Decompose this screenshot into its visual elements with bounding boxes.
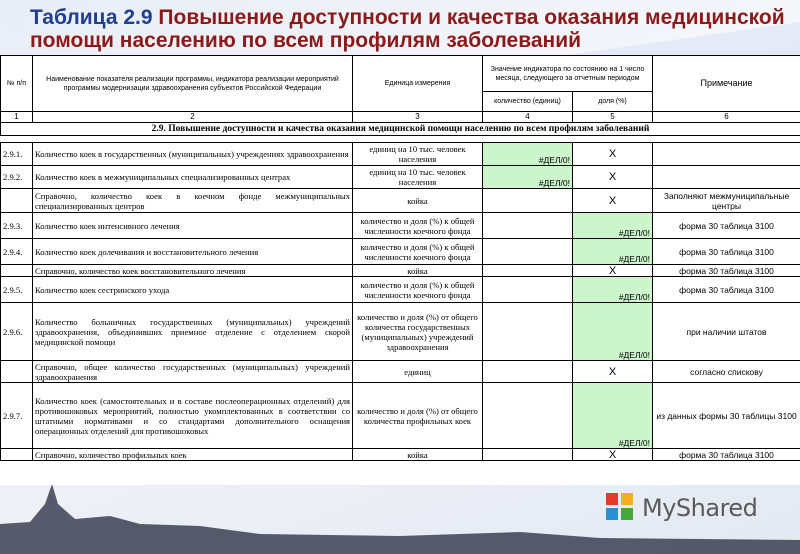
column-number: 5 — [573, 112, 653, 123]
row-name[interactable]: Количество коек (самостоятельных и в составе послеоперационных отделений) для противошоковых мероприятий, полностью укомплектованных в соответствии со штатными нормативами и со стандартами дополнительного оснащения операционных отделений для противошоковых — [33, 383, 353, 449]
header-note: Примечание — [653, 56, 800, 112]
header-share: доля (%) — [573, 92, 653, 112]
row-id[interactable]: 2.9.5. — [1, 277, 33, 303]
section-title: 2.9. Повышение доступности и качества оказания медицинской помощи населению по всем профилям заболеваний — [1, 123, 800, 136]
row-unit[interactable]: единиц на 10 тыс. человек населения — [353, 166, 483, 189]
row-name[interactable]: Справочно, количество профильных коек — [33, 449, 353, 461]
row-note[interactable]: форма 30 таблица 3100 — [653, 265, 800, 277]
table-row — [1, 189, 800, 213]
row-id[interactable]: 2.9.1. — [1, 143, 33, 166]
row-note[interactable]: согласно спискову — [653, 361, 800, 383]
row-id[interactable] — [1, 449, 33, 461]
row-id[interactable]: 2.9.4. — [1, 239, 33, 265]
row-unit[interactable]: койка — [353, 449, 483, 461]
column-number: 2 — [33, 112, 353, 123]
row-note[interactable]: форма 30 таблица 3100 — [653, 213, 800, 239]
header-count: количество (единиц) — [483, 92, 573, 112]
row-name[interactable]: Количество больничных государственных (муниципальных) учреждений здравоохранения, объединивших приемное отделение с отделением скорой медицинской помощи — [33, 303, 353, 361]
table-row — [1, 265, 800, 277]
column-number: 6 — [653, 112, 800, 123]
row-note[interactable]: Заполняют межмуниципальные центры — [653, 189, 800, 213]
row-unit[interactable]: количество и доля (%) к общей численности коечного фонда — [353, 239, 483, 265]
row-id[interactable] — [1, 189, 33, 213]
row-id[interactable]: 2.9.7. — [1, 383, 33, 449]
row-share[interactable]: #ДЕЛ/0! — [573, 277, 653, 303]
row-share[interactable]: #ДЕЛ/0! — [573, 239, 653, 265]
row-count[interactable]: #ДЕЛ/0! — [483, 143, 573, 166]
table-row — [1, 239, 800, 265]
row-name[interactable]: Количество коек в государственных (муниципальных) учреждениях здравоохранения — [33, 143, 353, 166]
row-note[interactable]: форма 30 таблица 3100 — [653, 277, 800, 303]
row-name[interactable]: Количество коек сестринского ухода — [33, 277, 353, 303]
table-row — [1, 213, 800, 239]
page-title — [30, 6, 790, 52]
row-note[interactable]: форма 30 таблица 3100 — [653, 239, 800, 265]
row-unit[interactable]: количество и доля (%) к общей численности коечного фонда — [353, 213, 483, 239]
row-unit[interactable]: количество и доля (%) от общего количества профильных коек — [353, 383, 483, 449]
row-share[interactable]: X — [573, 265, 653, 277]
table-row — [1, 277, 800, 303]
spreadsheet — [0, 55, 800, 485]
row-count[interactable] — [483, 239, 573, 265]
row-share[interactable]: X — [573, 189, 653, 213]
row-note[interactable]: при наличии штатов — [653, 303, 800, 361]
table-number: Таблица 2.9 — [30, 6, 153, 29]
row-share[interactable]: X — [573, 166, 653, 189]
row-unit[interactable]: количество и доля (%) от общего количества государственных (муниципальных) учреждений здравоохранения — [353, 303, 483, 361]
row-count[interactable] — [483, 265, 573, 277]
row-name[interactable]: Справочно, количество коек восстановительного лечения — [33, 265, 353, 277]
row-note[interactable]: из данных формы 30 таблицы 3100 — [653, 383, 800, 449]
watermark-text: MyShared — [642, 494, 758, 522]
table-row — [1, 143, 800, 166]
indicator-table — [0, 55, 800, 461]
row-name[interactable]: Количество коек долечивания и восстановительного лечения — [33, 239, 353, 265]
row-share[interactable]: X — [573, 143, 653, 166]
header-value: Значение индикатора по состоянию на 1 число месяца, следующего за отчетным периодом — [483, 56, 653, 92]
row-id[interactable] — [1, 265, 33, 277]
table-row — [1, 449, 800, 461]
myshared-logo-icon — [606, 493, 636, 523]
row-name[interactable]: Количество коек в межмуниципальных специализированных центрах — [33, 166, 353, 189]
row-share[interactable]: X — [573, 449, 653, 461]
table-row — [1, 303, 800, 361]
row-count[interactable] — [483, 189, 573, 213]
header-num: № п/п — [1, 56, 33, 112]
row-share[interactable]: X — [573, 361, 653, 383]
row-id[interactable]: 2.9.3. — [1, 213, 33, 239]
row-name[interactable]: Справочно, общее количество государственных (муниципальных) учреждений здравоохранения — [33, 361, 353, 383]
table-row — [1, 383, 800, 449]
row-count[interactable] — [483, 449, 573, 461]
row-note[interactable] — [653, 166, 800, 189]
row-count[interactable]: #ДЕЛ/0! — [483, 166, 573, 189]
row-name[interactable]: Справочно, количество коек в коечном фонде межмуниципальных специализированных центров — [33, 189, 353, 213]
row-share[interactable]: #ДЕЛ/0! — [573, 383, 653, 449]
row-name[interactable]: Количество коек интенсивного лечения — [33, 213, 353, 239]
table-row — [1, 166, 800, 189]
row-id[interactable]: 2.9.6. — [1, 303, 33, 361]
row-id[interactable] — [1, 361, 33, 383]
column-number: 4 — [483, 112, 573, 123]
row-note[interactable]: форма 30 таблица 3100 — [653, 449, 800, 461]
row-unit[interactable]: койка — [353, 265, 483, 277]
row-count[interactable] — [483, 277, 573, 303]
row-unit[interactable]: единиц — [353, 361, 483, 383]
title-text: Повышение доступности и качества оказания медицинской помощи населению по всем профилям заболеваний — [30, 6, 785, 52]
column-numbers-row — [1, 112, 800, 123]
spacer — [1, 136, 800, 143]
row-count[interactable] — [483, 213, 573, 239]
row-unit[interactable]: койка — [353, 189, 483, 213]
column-number: 1 — [1, 112, 33, 123]
myshared-watermark — [606, 490, 757, 526]
row-count[interactable] — [483, 383, 573, 449]
row-count[interactable] — [483, 361, 573, 383]
header-name: Наименование показателя реализации программы, индикатора реализации мероприятий программы модернизации здравоохранения субъектов Российской Федерации — [33, 56, 353, 112]
row-share[interactable]: #ДЕЛ/0! — [573, 303, 653, 361]
row-unit[interactable]: количество и доля (%) к общей численности коечного фонда — [353, 277, 483, 303]
column-number: 3 — [353, 112, 483, 123]
section-row — [1, 123, 800, 136]
row-id[interactable]: 2.9.2. — [1, 166, 33, 189]
row-note[interactable] — [653, 143, 800, 166]
row-share[interactable]: #ДЕЛ/0! — [573, 213, 653, 239]
header-unit: Единица измерения — [353, 56, 483, 112]
row-count[interactable] — [483, 303, 573, 361]
table-row — [1, 361, 800, 383]
row-unit[interactable]: единиц на 10 тыс. человек населения — [353, 143, 483, 166]
